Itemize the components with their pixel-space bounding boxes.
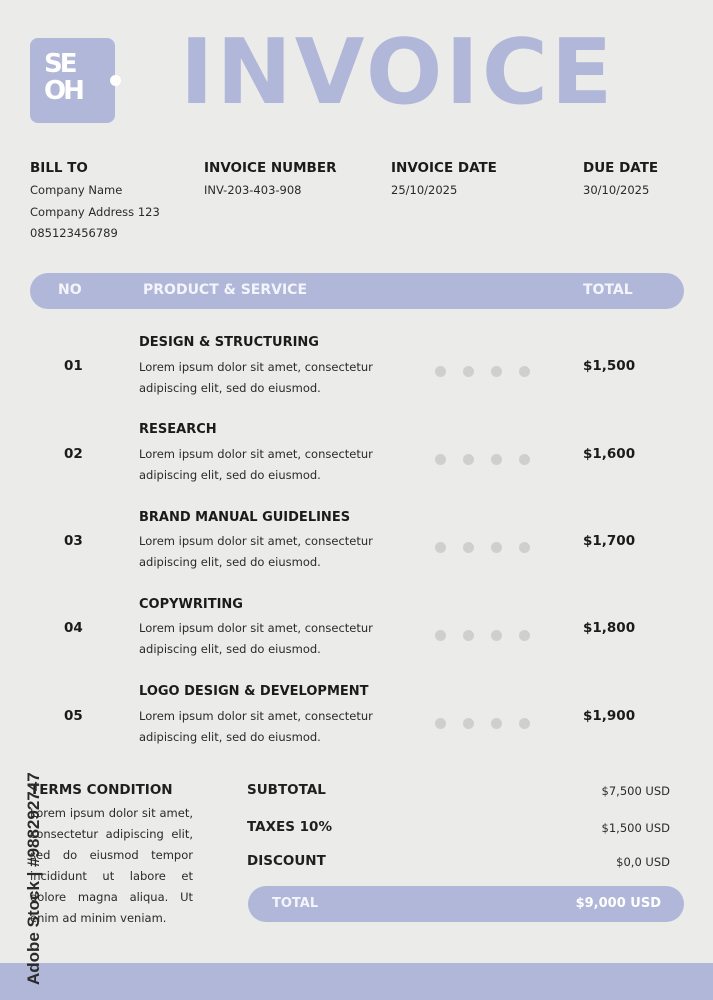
row-2-desc-line1: Lorem ipsum dolor sit amet, consectetur <box>139 447 373 461</box>
taxes-value: $1,500 USD <box>601 821 670 835</box>
row-1-total: $1,500 <box>583 358 636 374</box>
row-1-desc-line1: Lorem ipsum dolor sit amet, consectetur <box>139 360 373 374</box>
logo-text-top: SE <box>44 49 75 79</box>
terms-heading: TERMS CONDITION <box>30 782 173 798</box>
row-5-number: 05 <box>64 708 83 724</box>
row-5-dots <box>435 714 547 733</box>
row-4-dots <box>435 626 547 645</box>
row-1-description <box>139 357 379 399</box>
due-date-label: DUE DATE <box>583 160 659 176</box>
bill-to-phone: 085123456789 <box>30 226 118 240</box>
invoice-number-value: INV-203-403-908 <box>204 183 302 197</box>
table-header <box>30 273 684 309</box>
footer-band <box>0 963 713 1000</box>
row-5-total: $1,900 <box>583 708 636 724</box>
row-3-desc-line2: adipiscing elit, sed do eiusmod. <box>139 555 321 569</box>
row-3-total: $1,700 <box>583 533 636 549</box>
row-4-number: 04 <box>64 620 83 636</box>
grand-total-bar <box>248 886 684 922</box>
row-2-description <box>139 444 379 486</box>
logo-text-bottom: OH <box>44 76 82 106</box>
row-4-title: COPYWRITING <box>139 597 243 612</box>
row-2-number: 02 <box>64 446 83 462</box>
taxes-label: TAXES 10% <box>247 819 332 835</box>
row-2-total: $1,600 <box>583 446 636 462</box>
logo-dot <box>110 75 121 86</box>
stock-watermark: Adobe Stock | #988292747 <box>24 772 43 985</box>
row-3-number: 03 <box>64 533 83 549</box>
invoice-number-label: INVOICE NUMBER <box>204 160 337 176</box>
due-date-value: 30/10/2025 <box>583 183 650 197</box>
row-5-title: LOGO DESIGN & DEVELOPMENT <box>139 684 369 699</box>
row-2-title: RESEARCH <box>139 422 217 437</box>
invoice-date-value: 25/10/2025 <box>391 183 458 197</box>
row-4-desc-line1: Lorem ipsum dolor sit amet, consectetur <box>139 621 373 635</box>
subtotal-label: SUBTOTAL <box>247 782 326 798</box>
discount-value: $0,0 USD <box>616 855 670 869</box>
row-1-dots <box>435 362 547 381</box>
row-2-desc-line2: adipiscing elit, sed do eiusmod. <box>139 468 321 482</box>
bill-to-company-name: Company Name <box>30 183 123 197</box>
grand-total-value: $9,000 USD <box>575 896 661 911</box>
discount-label: DISCOUNT <box>247 853 326 869</box>
row-3-description <box>139 531 379 573</box>
invoice-title: INVOICE <box>180 20 616 125</box>
row-2-dots <box>435 450 547 469</box>
row-1-number: 01 <box>64 358 83 374</box>
row-4-total: $1,800 <box>583 620 636 636</box>
row-3-desc-line1: Lorem ipsum dolor sit amet, consectetur <box>139 534 373 548</box>
bill-to-label: BILL TO <box>30 160 88 176</box>
invoice-date-label: INVOICE DATE <box>391 160 497 176</box>
grand-total-label: TOTAL <box>272 896 319 911</box>
row-3-title: BRAND MANUAL GUIDELINES <box>139 510 351 525</box>
header-product: PRODUCT & SERVICE <box>143 282 308 298</box>
row-1-desc-line2: adipiscing elit, sed do eiusmod. <box>139 381 321 395</box>
subtotal-value: $7,500 USD <box>601 784 670 798</box>
header-total: TOTAL <box>583 282 633 298</box>
bill-to-company-address: Company Address 123 <box>30 205 160 219</box>
header-no: NO <box>58 282 82 298</box>
company-logo <box>30 38 115 123</box>
row-5-desc-line1: Lorem ipsum dolor sit amet, consectetur <box>139 709 373 723</box>
row-4-description <box>139 618 379 660</box>
row-1-title: DESIGN & STRUCTURING <box>139 335 319 350</box>
terms-body: Lorem ipsum dolor sit amet, consectetur adipiscing elit, sed do eiusmod tempor incididunt ut labore et dolore magna aliqua. Ut enim ad minim veniam. <box>30 806 193 925</box>
row-4-desc-line2: adipiscing elit, sed do eiusmod. <box>139 642 321 656</box>
row-5-description <box>139 706 379 748</box>
row-3-dots <box>435 538 547 557</box>
row-5-desc-line2: adipiscing elit, sed do eiusmod. <box>139 730 321 744</box>
